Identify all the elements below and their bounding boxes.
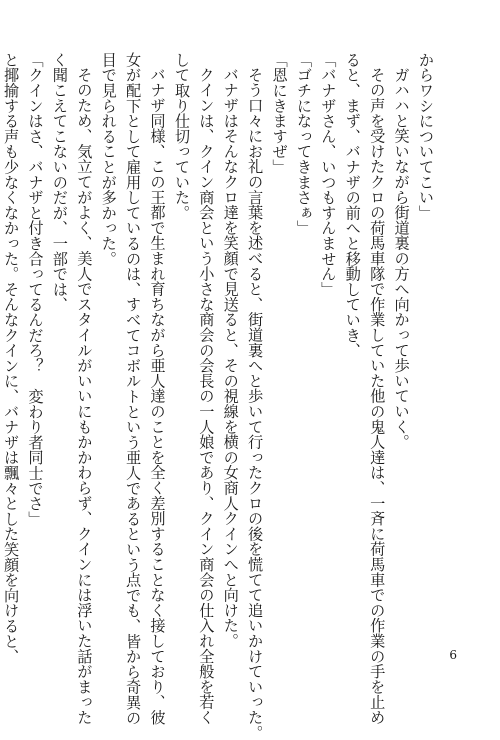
text-line: ガハハと笑いながら街道裏の方へ向かって歩いていく。 <box>392 67 411 450</box>
text-line: からワシについてこい」 <box>417 52 435 221</box>
text-line: そう口々にお礼の言葉を述べると、街道裏へと歩いて行ったクロの後を慌てて追いかけていった。 <box>246 67 265 740</box>
text-line: 「バナザさん、いつもすんません」 <box>319 52 338 297</box>
text-line: 女が配下として雇用しているのは、すべてコボルトという亜人であるという点でも、皆から奇異の <box>124 52 143 726</box>
text-line: 目で見られることが多かった。 <box>99 52 118 267</box>
text-line: その声を受けたクロの荷馬車隊で作業していた他の鬼人達は、一斉に荷馬車での作業の手を止め <box>368 67 387 726</box>
text-line: 「恩にきますぜ」 <box>270 52 289 175</box>
text-line: く聞こえてこないのだが、一部では、 <box>50 52 69 313</box>
text-line: 「クインはさ、バナザと付き合ってるんだろ？ 変わり者同士でさ」 <box>26 52 45 527</box>
text-line: と揶揄する声も少なくなかった。そんなクインに、バナザは飄々とした笑顔を向けると、 <box>2 52 21 664</box>
page-body-text <box>2 52 438 740</box>
text-line: 「ゴチになってきまさぁ」 <box>294 52 313 236</box>
page-number: 6 <box>449 648 457 662</box>
text-line: バナザはそんなクロ達を笑顔で見送ると、その視線を横の女商人クインへと向けた。 <box>221 67 240 649</box>
text-line: バナザ同様、この王都で生まれ育ちながら亜人達のことを全く差別することなく接しており、彼 <box>148 67 167 726</box>
text-line: して取り仕切っていた。 <box>172 52 191 221</box>
text-line: ると、まず、バナザの前へと移動していき、 <box>343 52 362 358</box>
text-line: そのため、気立てがよく、美人でスタイルがいいにもかかわらず、クインには浮いた話がまった <box>75 67 94 726</box>
text-line: クインは、クイン商会という小さな商会の会長の一人娘であり、クイン商会の仕入れ全般を若く <box>197 67 216 726</box>
